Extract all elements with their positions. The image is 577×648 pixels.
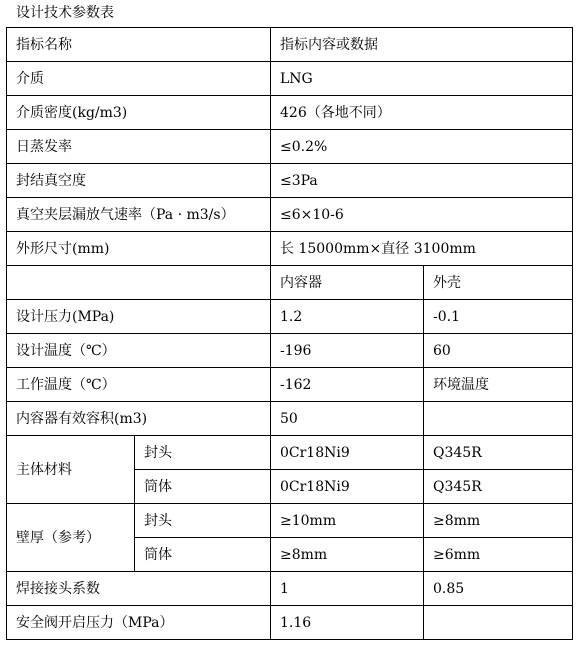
param-material: 主体材料	[7, 436, 135, 504]
column-outer: 外壳	[424, 266, 573, 300]
outer-material-head: Q345R	[424, 436, 573, 470]
inner-design-temperature: -196	[271, 334, 424, 368]
outer-material-shell: Q345R	[424, 470, 573, 504]
value-density: 426（各地不同）	[271, 96, 573, 130]
inner-material-head: 0Cr18Ni9	[271, 436, 424, 470]
table-row	[7, 198, 573, 232]
param-medium: 介质	[7, 62, 271, 96]
table-row	[7, 62, 573, 96]
outer-weld-coefficient: 0.85	[424, 572, 573, 606]
part-shell: 筒体	[135, 538, 271, 572]
inner-material-shell: 0Cr18Ni9	[271, 470, 424, 504]
part-head: 封头	[135, 436, 271, 470]
outer-working-temperature: 环境温度	[424, 368, 573, 402]
header-value: 指标内容或数据	[271, 28, 573, 62]
param-thickness: 壁厚（参考）	[7, 504, 135, 572]
table-row	[7, 436, 573, 470]
value-dimensions: 长 15000mm×直径 3100mm	[271, 232, 573, 266]
param-density: 介质密度(kg/m3)	[7, 96, 271, 130]
outer-safety-valve	[424, 606, 573, 640]
outer-volume	[424, 402, 573, 436]
inner-safety-valve: 1.16	[271, 606, 424, 640]
param-vacuum: 封结真空度	[7, 164, 271, 198]
inner-thickness-shell: ≥8mm	[271, 538, 424, 572]
table-row	[7, 368, 573, 402]
param-leak-rate: 真空夹层漏放气速率（Pa · m3/s）	[7, 198, 271, 232]
spec-table	[6, 27, 573, 640]
table-row	[7, 606, 573, 640]
part-head: 封头	[135, 504, 271, 538]
param-safety-valve: 安全阀开启压力（MPa）	[7, 606, 271, 640]
table-row	[7, 504, 573, 538]
inner-working-temperature: -162	[271, 368, 424, 402]
table-row	[7, 334, 573, 368]
inner-design-pressure: 1.2	[271, 300, 424, 334]
param-design-pressure: 设计压力(MPa)	[7, 300, 271, 334]
inner-thickness-head: ≥10mm	[271, 504, 424, 538]
table-title: 设计技术参数表	[16, 5, 114, 21]
outer-design-temperature: 60	[424, 334, 573, 368]
param-working-temperature: 工作温度（℃）	[7, 368, 271, 402]
part-shell: 筒体	[135, 470, 271, 504]
value-vacuum: ≤3Pa	[271, 164, 573, 198]
inner-weld-coefficient: 1	[271, 572, 424, 606]
blank-cell	[7, 266, 271, 300]
column-header-row	[7, 266, 573, 300]
table-row	[7, 130, 573, 164]
outer-thickness-head: ≥8mm	[424, 504, 573, 538]
param-evaporation: 日蒸发率	[7, 130, 271, 164]
column-inner: 内容器	[271, 266, 424, 300]
value-leak-rate: ≤6×10-6	[271, 198, 573, 232]
value-medium: LNG	[271, 62, 573, 96]
header-row	[7, 28, 573, 62]
table-row	[7, 232, 573, 266]
table-row	[7, 96, 573, 130]
header-param: 指标名称	[7, 28, 271, 62]
param-design-temperature: 设计温度（℃）	[7, 334, 271, 368]
param-volume: 内容器有效容积(m3)	[7, 402, 271, 436]
table-row	[7, 164, 573, 198]
outer-design-pressure: -0.1	[424, 300, 573, 334]
outer-thickness-shell: ≥6mm	[424, 538, 573, 572]
param-dimensions: 外形尺寸(mm)	[7, 232, 271, 266]
inner-volume: 50	[271, 402, 424, 436]
table-row	[7, 402, 573, 436]
table-row	[7, 300, 573, 334]
value-evaporation: ≤0.2%	[271, 130, 573, 164]
param-weld-coefficient: 焊接接头系数	[7, 572, 271, 606]
table-row	[7, 572, 573, 606]
